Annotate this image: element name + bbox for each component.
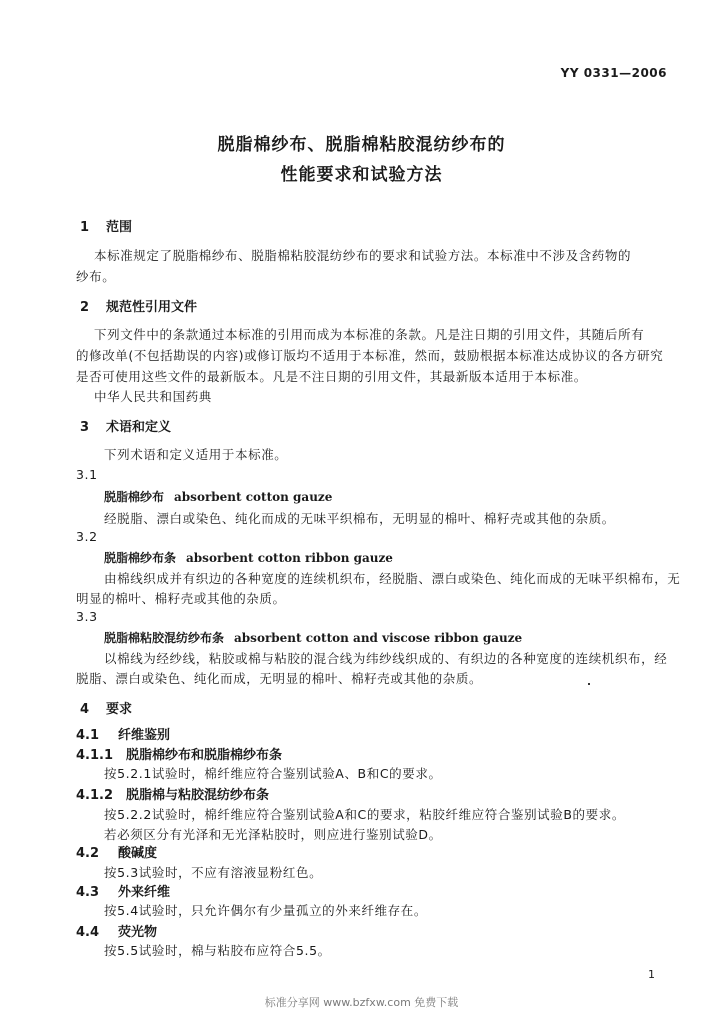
section-number: 4.1 [76,728,100,743]
term-english: absorbent cotton and viscose ribbon gauze [234,631,523,645]
section-title: 脱脂棉纱布和脱脂棉纱布条 [126,748,283,763]
section-1-heading [80,216,132,235]
section-title: 术语和定义 [106,420,172,435]
section-number: 1 [80,220,90,235]
term-3-3-number: 3.3 [76,609,98,624]
term-3-3-definition-line-2: 脱脂、漂白或染色、纯化而成，无明显的棉叶、棉籽壳或其他的杂质。 [76,671,483,686]
section-1-paragraph-cont: 纱布。 [76,269,116,284]
section-2-line-3: 是否可使用这些文件的最新版本。凡是不注日期的引用文件，其最新版本适用于本标准。 [76,369,587,384]
section-4-1-1-text: 按5.2.1试验时，棉纤维应符合鉴别试验A、B和C的要求。 [104,766,442,781]
term-english: absorbent cotton gauze [174,490,333,504]
section-title: 荧光物 [118,925,158,940]
section-4-2-text: 按5.3试验时，不应有溶液显粉红色。 [104,865,323,880]
section-title: 外来纤维 [118,885,171,900]
term-chinese: 脱脂棉粘胶混纺纱布条 [104,631,225,645]
section-4-2-heading [76,842,157,861]
section-number: 4.4 [76,925,100,940]
standard-number: YY 0331—2006 [560,66,667,80]
document-title-line1: 脱脂棉纱布、脱脂棉粘胶混纺纱布的 [217,135,506,155]
section-1-paragraph: 本标准规定了脱脂棉纱布、脱脂棉粘胶混纺纱布的要求和试验方法。本标准中不涉及含药物的 [94,248,632,263]
term-3-1 [104,488,332,505]
section-3-heading [80,416,171,435]
term-chinese: 脱脂棉纱布条 [104,551,177,565]
term-3-2 [104,549,393,566]
section-title: 规范性引用文件 [106,300,198,315]
section-number: 4.1.1 [76,748,114,763]
section-2-line-2: 的修改单(不包括勘误的内容)或修订版均不适用于本标准，然而，鼓励根据本标准达成协议的各方研究 [76,348,664,363]
term-3-3-definition-line-1: 以棉线为经纱线，粘胶或棉与粘胶的混合线为纬纱线织成的、有织边的各种宽度的连续机织布，经 [104,651,668,666]
document-title-line2: 性能要求和试验方法 [280,165,443,185]
section-title: 酸碱度 [118,846,158,861]
page-number: 1 [648,968,655,981]
section-3-intro: 下列术语和定义适用于本标准。 [104,447,288,462]
section-4-1-heading [76,724,170,743]
section-4-3-heading [76,881,170,900]
term-3-1-number: 3.1 [76,467,98,482]
section-4-1-1-heading [76,744,282,763]
section-number: 3 [80,420,90,435]
term-3-1-definition: 经脱脂、漂白或染色、纯化而成的无味平织棉布，无明显的棉叶、棉籽壳或其他的杂质。 [104,511,615,526]
term-3-2-number: 3.2 [76,529,98,544]
section-4-1-2-heading [76,784,269,803]
section-4-4-heading [76,921,157,940]
section-number: 4 [80,702,90,717]
section-title: 纤维鉴别 [118,728,171,743]
section-number: 2 [80,300,90,315]
section-2-line-1: 下列文件中的条款通过本标准的引用而成为本标准的条款。凡是注日期的引用文件，其随后所有 [94,327,645,342]
term-english: absorbent cotton ribbon gauze [186,551,393,565]
term-3-2-definition-line-1: 由棉线织成并有织边的各种宽度的连续机织布，经脱脂、漂白或染色、纯化而成的无味平织棉布，无 [104,571,681,586]
section-4-heading [80,698,132,717]
term-3-2-definition-line-2: 明显的棉叶、棉籽壳或其他的杂质。 [76,591,286,606]
section-title: 要求 [106,702,133,717]
term-chinese: 脱脂棉纱布 [104,490,165,504]
section-4-1-2-text-1: 按5.2.2试验时，棉纤维应符合鉴别试验A和C的要求，粘胶纤维应符合鉴别试验B的要求。 [104,807,625,822]
section-title: 范围 [106,220,133,235]
section-4-1-2-text-2: 若必须区分有光泽和无光泽粘胶时，则应进行鉴别试验D。 [104,827,442,842]
section-2-heading [80,296,197,315]
section-4-4-text: 按5.5试验时，棉与粘胶布应符合5.5。 [104,943,331,958]
section-number: 4.1.2 [76,788,114,803]
section-number: 4.3 [76,885,100,900]
scan-speck [588,683,590,685]
term-3-3 [104,629,522,646]
section-number: 4.2 [76,846,100,861]
footer-watermark: 标准分享网 www.bzfxw.com 免费下载 [264,996,459,1009]
normative-reference: 中华人民共和国药典 [94,389,212,404]
section-4-3-text: 按5.4试验时，只允许偶尔有少量孤立的外来纤维存在。 [104,903,427,918]
section-title: 脱脂棉与粘胶混纺纱布条 [126,788,270,803]
